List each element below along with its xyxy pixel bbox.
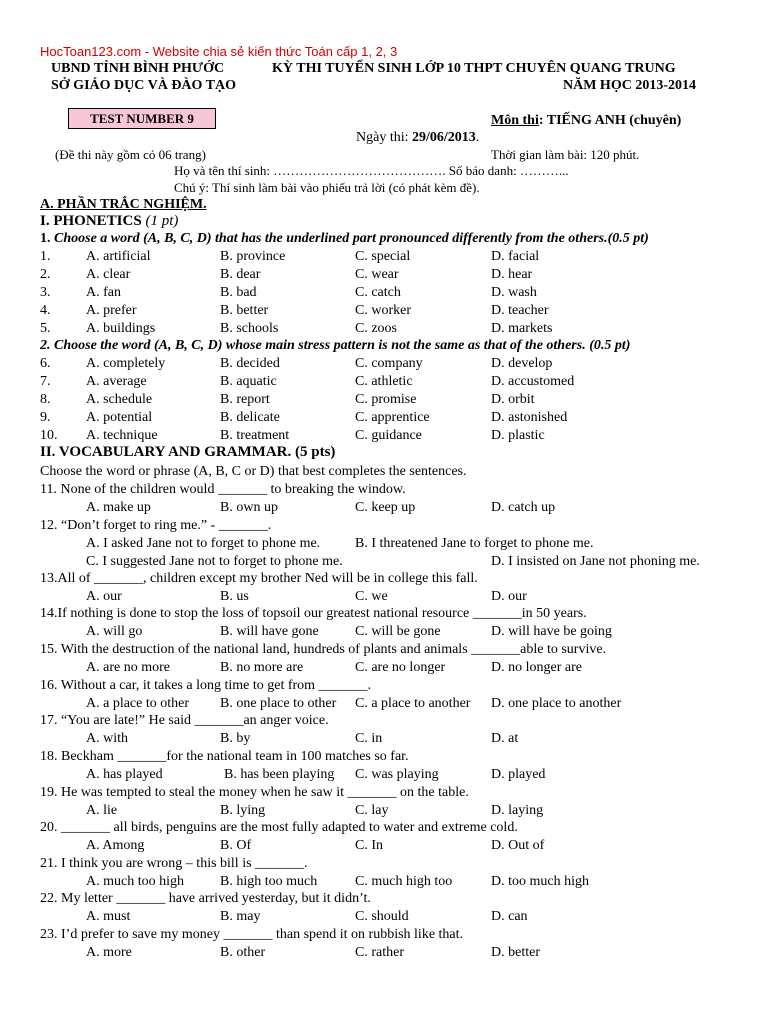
question-20-options: [40, 837, 760, 855]
option-c: C. in: [355, 731, 383, 746]
option-d: D. at: [491, 731, 519, 746]
option-d: D. orbit: [491, 392, 535, 407]
stress-row: [40, 355, 760, 373]
option-d: D. catch up: [491, 500, 556, 515]
subject-value: : TIẾNG ANH (chuyên): [538, 113, 682, 128]
option-c: C. worker: [355, 303, 411, 318]
option-c: C. are no longer: [355, 660, 446, 675]
question-14: 14.If nothing is done to stop the loss of topsoil our greatest national resource _______in 50 years.: [40, 606, 587, 621]
question-16: 16. Without a car, it takes a long time to get from _______.: [40, 678, 372, 693]
option-a: A. fan: [86, 285, 121, 300]
option-a: A. artificial: [86, 249, 151, 264]
option-d: D. Out of: [491, 838, 545, 853]
phonetics-row: [40, 320, 760, 338]
vocab-instruction: Choose the word or phrase (A, B, C or D) that best completes the sentences.: [40, 464, 467, 479]
option-d: D. our: [491, 589, 527, 604]
phonetics-points: (1 pt): [145, 213, 179, 229]
question-13: 13.All of _______, children except my brother Ned will be in college this fall.: [40, 571, 478, 586]
header-province: UBND TỈNH BÌNH PHƯỚC: [51, 61, 225, 76]
stress-row: [40, 373, 760, 391]
question-19: 19. He was tempted to steal the money when he saw it _______ on the table.: [40, 785, 469, 800]
option-d: D. astonished: [491, 410, 568, 425]
option-b: B. high too much: [220, 874, 318, 889]
question-15-options: [40, 659, 760, 677]
option-b: B. delicate: [220, 410, 280, 425]
option-c: C. much high too: [355, 874, 453, 889]
option-c: C. In: [355, 838, 383, 853]
option-d: D. one place to another: [491, 696, 622, 711]
question-12: 12. “Don’t forget to ring me.” - _______.: [40, 518, 272, 533]
watermark-link[interactable]: HocToan123.com - Website chia sẻ kiến thức Toán cấp 1, 2, 3: [40, 44, 398, 59]
row-number: 4.: [40, 303, 51, 318]
option-b: B. will have gone: [220, 624, 319, 639]
question-13-options: [40, 588, 760, 606]
option-d: D. laying: [491, 803, 544, 818]
option-a: A. technique: [86, 428, 158, 443]
question-22: 22. My letter _______ have arrived yesterday, but it didn’t.: [40, 891, 371, 906]
row-number: 7.: [40, 374, 51, 389]
question-21-options: [40, 873, 760, 891]
question-15: 15. With the destruction of the national land, hundreds of plants and animals _______able to survive.: [40, 642, 607, 657]
header-exam-title: KỲ THI TUYỂN SINH LỚP 10 THPT CHUYÊN QUANG TRUNG: [272, 61, 676, 76]
subject-label: Môn thi: [491, 113, 539, 128]
phonetics-heading: [40, 213, 178, 229]
option-c: C. special: [355, 249, 411, 264]
phonetics-title: I. PHONETICS: [40, 213, 146, 229]
option-b: B. treatment: [220, 428, 290, 443]
part-a-heading: A. PHẦN TRẮC NGHIỆM.: [40, 197, 207, 212]
vocab-heading: II. VOCABULARY AND GRAMMAR. (5 pts): [40, 444, 336, 460]
option-c: C. guidance: [355, 428, 422, 443]
question-22-options: [40, 908, 760, 926]
question-12-options-cd: [40, 553, 760, 571]
option-d: D. teacher: [491, 303, 549, 318]
option-a: A. has played: [86, 767, 163, 782]
option-d: D. can: [491, 909, 528, 924]
question-23-options: [40, 944, 760, 962]
option-d: D. wash: [491, 285, 537, 300]
option-a: A. lie: [86, 803, 118, 818]
question-12-options-ab: [40, 535, 760, 553]
phonetics-row: [40, 302, 760, 320]
option-a: A. I asked Jane not to forget to phone me.: [86, 536, 321, 551]
option-a: A. will go: [86, 624, 143, 639]
option-d: D. better: [491, 945, 540, 960]
date-value: 29/06/2013: [412, 130, 476, 145]
option-a: A. buildings: [86, 321, 156, 336]
option-c: C. will be gone: [355, 624, 441, 639]
q2-instruction: 2. Choose the word (A, B, C, D) whose main stress pattern is not the same as that of the others. (0.5 pt): [40, 338, 631, 353]
stress-row: [40, 409, 760, 427]
option-d: D. facial: [491, 249, 540, 264]
option-a: A. completely: [86, 356, 166, 371]
option-d: D. too much high: [491, 874, 589, 889]
option-a: A. our: [86, 589, 122, 604]
option-b: B. one place to other: [220, 696, 337, 711]
option-b: B. I threatened Jane to forget to phone me.: [355, 536, 594, 551]
option-c: C. keep up: [355, 500, 416, 515]
row-number: 10.: [40, 428, 58, 443]
option-b: B. decided: [220, 356, 280, 371]
q1-text: Choose a word (A, B, C, D) that has the underlined part pronounced differently from the others.(0.5 pt): [54, 231, 649, 246]
option-c: C. apprentice: [355, 410, 430, 425]
option-c: C. company: [355, 356, 423, 371]
option-c: C. rather: [355, 945, 404, 960]
question-17-options: [40, 730, 760, 748]
option-d: D. will have be going: [491, 624, 612, 639]
phonetics-row: [40, 266, 760, 284]
option-c: C. should: [355, 909, 409, 924]
question-16-options: [40, 695, 760, 713]
answer-sheet-note: Chú ý: Thí sinh làm bài vào phiếu trả lời (có phát kèm đề).: [174, 180, 480, 195]
row-number: 1.: [40, 249, 51, 264]
option-d: D. markets: [491, 321, 553, 336]
option-d: D. no longer are: [491, 660, 582, 675]
option-a: A. schedule: [86, 392, 153, 407]
question-18: 18. Beckham _______for the national team in 100 matches so far.: [40, 749, 409, 764]
option-b: B. Of: [220, 838, 252, 853]
row-number: 2.: [40, 267, 51, 282]
option-b: B. better: [220, 303, 269, 318]
option-b: B. aquatic: [220, 374, 277, 389]
option-b: B. lying: [220, 803, 266, 818]
option-c: C. lay: [355, 803, 389, 818]
option-b: B. report: [220, 392, 270, 407]
time-note: Thời gian làm bài: 120 phút.: [491, 147, 640, 162]
option-d: D. plastic: [491, 428, 545, 443]
question-11-options: [40, 499, 760, 517]
stress-row: [40, 427, 760, 445]
option-c: C. I suggested Jane not to forget to phone me.: [86, 554, 343, 569]
stress-row: [40, 391, 760, 409]
question-19-options: [40, 802, 760, 820]
q1-instruction: [40, 231, 649, 247]
option-a: A. more: [86, 945, 132, 960]
option-b: B. by: [220, 731, 251, 746]
header-school-year: NĂM HỌC 2013-2014: [563, 78, 696, 93]
header-department: SỞ GIÁO DỤC VÀ ĐÀO TẠO: [51, 78, 237, 93]
option-c: C. we: [355, 589, 388, 604]
question-14-options: [40, 623, 760, 641]
option-d: D. accustomed: [491, 374, 575, 389]
date-label: Ngày thi:: [356, 130, 412, 145]
option-c: C. catch: [355, 285, 401, 300]
question-21: 21. I think you are wrong – this bill is _______.: [40, 856, 308, 871]
option-a: A. prefer: [86, 303, 137, 318]
option-b: B. may: [220, 909, 261, 924]
row-number: 3.: [40, 285, 51, 300]
option-d: D. hear: [491, 267, 533, 282]
pages-note: (Đề thi này gồm có 06 trang): [55, 147, 206, 162]
option-b: B. has been playing: [224, 767, 335, 782]
test-number-box: TEST NUMBER 9: [68, 108, 216, 129]
question-17: 17. “You are late!” He said _______an anger voice.: [40, 713, 329, 728]
option-a: A. make up: [86, 500, 151, 515]
row-number: 8.: [40, 392, 51, 407]
option-b: B. own up: [220, 500, 278, 515]
question-20: 20. _______ all birds, penguins are the most fully adapted to water and extreme cold.: [40, 820, 518, 835]
row-number: 9.: [40, 410, 51, 425]
option-b: B. schools: [220, 321, 279, 336]
option-d: D. develop: [491, 356, 553, 371]
exam-date: [356, 130, 479, 146]
option-c: C. a place to another: [355, 696, 471, 711]
option-b: B. dear: [220, 267, 261, 282]
subject-line: [491, 113, 681, 129]
option-a: A. a place to other: [86, 696, 190, 711]
option-b: B. bad: [220, 285, 257, 300]
option-d: D. played: [491, 767, 546, 782]
option-a: A. are no more: [86, 660, 170, 675]
option-c: C. wear: [355, 267, 399, 282]
option-a: A. much too high: [86, 874, 184, 889]
q1-number: 1.: [40, 231, 54, 246]
option-b: B. us: [220, 589, 249, 604]
option-a: A. Among: [86, 838, 145, 853]
option-c: C. was playing: [355, 767, 439, 782]
candidate-name-line: Họ và tên thí sinh: …………………………………. Số báo danh: ………...: [174, 163, 569, 178]
option-c: C. zoos: [355, 321, 397, 336]
option-a: A. with: [86, 731, 128, 746]
date-end: .: [475, 130, 480, 145]
question-18-options: [40, 766, 760, 784]
phonetics-row: [40, 284, 760, 302]
option-b: B. province: [220, 249, 286, 264]
option-b: B. no more are: [220, 660, 304, 675]
option-a: A. must: [86, 909, 131, 924]
option-b: B. other: [220, 945, 266, 960]
option-c: C. promise: [355, 392, 417, 407]
row-number: 5.: [40, 321, 51, 336]
question-23: 23. I’d prefer to save my money _______ than spend it on rubbish like that.: [40, 927, 464, 942]
option-c: C. athletic: [355, 374, 413, 389]
option-a: A. average: [86, 374, 147, 389]
phonetics-row: [40, 248, 760, 266]
row-number: 6.: [40, 356, 51, 371]
option-a: A. potential: [86, 410, 153, 425]
option-a: A. clear: [86, 267, 131, 282]
question-11: 11. None of the children would _______ to breaking the window.: [40, 482, 406, 497]
option-d: D. I insisted on Jane not phoning me.: [491, 554, 700, 569]
